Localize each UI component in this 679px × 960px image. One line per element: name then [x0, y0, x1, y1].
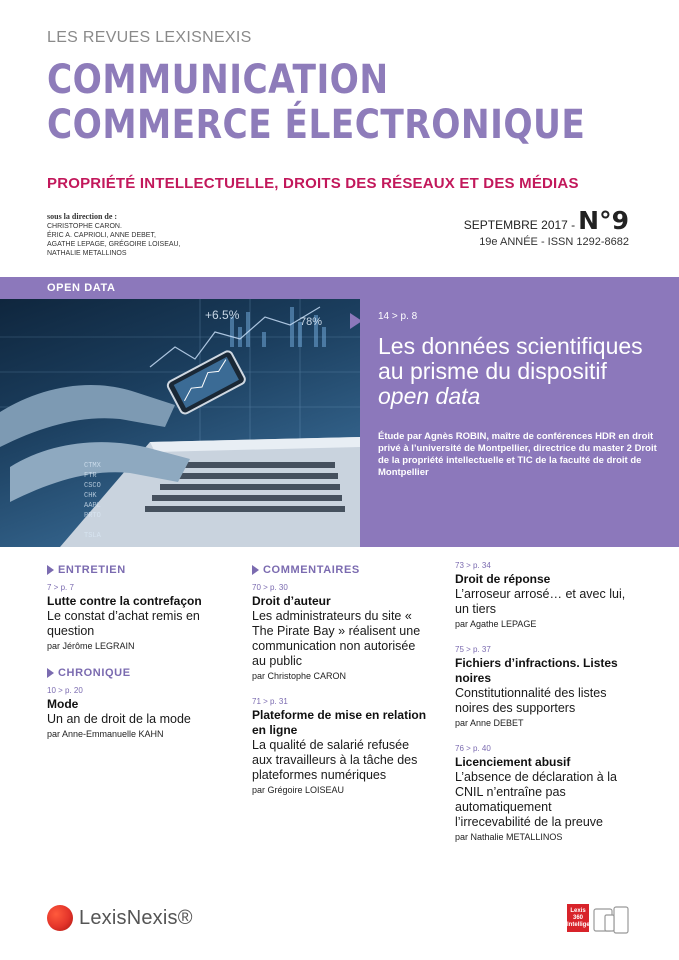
direction-name: NATHALIE METALLINOS [47, 250, 127, 257]
article-heading: Lutte contre la contrefaçon [47, 594, 202, 608]
column-left [47, 564, 237, 755]
article-author: par Grégoire LOISEAU [252, 785, 345, 795]
article-description: Le constat d’achat remis en question [47, 609, 200, 638]
section-label: ENTRETIEN [58, 564, 126, 576]
article-ref: 73 > p. 34 [455, 561, 491, 570]
lexis360-badge: Lexis 360 Intelligence [567, 904, 589, 932]
article-item[interactable] [47, 583, 237, 651]
feature-ref: 14 > p. 8 [378, 311, 418, 322]
article-item[interactable] [455, 744, 630, 842]
article-description: Un an de droit de la mode [47, 712, 191, 726]
series-name: LES REVUES LEXISNEXIS [47, 29, 252, 46]
article-ref: 70 > p. 30 [252, 583, 288, 592]
triangle-icon [252, 565, 259, 575]
article-description: L’absence de déclaration à la CNIL n’entraîne pas automatiquement l’irrecevabilité de la preuve [455, 770, 617, 829]
section-entretien [47, 564, 237, 576]
article-author: par Nathalie METALLINOS [455, 832, 563, 842]
logo-text: LexisNexis® [79, 906, 193, 929]
direction-label: sous la direction de : [47, 212, 118, 221]
direction-name: ÉRIC A. CAPRIOLI, ANNE DEBET, [47, 232, 156, 239]
journal-title [47, 58, 585, 148]
article-description: Les administrateurs du site « The Pirate Bay » réalisent une communication non autorisée au public [252, 609, 421, 668]
direction-name: CHRISTOPHE CARON. [47, 223, 122, 230]
lexisnexis-globe-icon [47, 905, 73, 931]
photo-text: AAPL [84, 502, 101, 510]
section-label: CHRONIQUE [58, 667, 131, 679]
article-heading: Droit d’auteur [252, 594, 331, 608]
article-heading: Plateforme de mise en relation en ligne [252, 708, 427, 737]
article-ref: 7 > p. 7 [47, 583, 74, 592]
feature-headline-line: au prisme du dispositif [378, 358, 607, 384]
article-ref: 10 > p. 20 [47, 686, 83, 695]
devices-icon [593, 905, 631, 935]
article-ref: 75 > p. 37 [455, 645, 491, 654]
lexisnexis-logo [47, 905, 193, 931]
article-ref: 76 > p. 40 [455, 744, 491, 753]
editorial-direction [47, 212, 181, 258]
feature-section-label: OPEN DATA [47, 282, 116, 294]
photo-text: +6.5% [205, 308, 240, 322]
feature-headline [378, 334, 668, 409]
journal-title-line1: COMMUNICATION [47, 57, 389, 103]
article-description: L’arroseur arrosé… et avec lui, un tiers [455, 587, 626, 616]
journal-subtitle: PROPRIÉTÉ INTELLECTUELLE, DROITS DES RÉSEAUX ET DES MÉDIAS [47, 175, 579, 192]
article-heading: Licenciement abusif [455, 755, 571, 769]
article-heading: Droit de réponse [455, 572, 551, 586]
feature-headline-line: open data [378, 383, 481, 409]
article-description: Constitutionnalité des listes noires des supporters [455, 686, 607, 715]
article-ref: 71 > p. 31 [252, 697, 288, 706]
article-heading: Mode [47, 697, 79, 711]
triangle-icon [47, 668, 54, 678]
feature-author: Étude par Agnès ROBIN, maître de conférences HDR en droit privé à l’université de Montpellier, directrice du master 2 Droit de la propriété intellectuelle et TIC de la faculté de droit de Montpellier [378, 431, 657, 478]
feature-headline-line: Les données scientifiques [378, 333, 643, 359]
laptop-trading-illustration [0, 277, 360, 547]
article-item[interactable] [455, 645, 630, 728]
feature-photo [0, 277, 360, 547]
journal-title-line2: COMMERCE ÉLECTRONIQUE [47, 102, 586, 148]
issue-date: SEPTEMBRE 2017 - [463, 218, 576, 232]
photo-text: CHK [84, 492, 97, 500]
article-author: par Agathe LEPAGE [455, 619, 537, 629]
article-heading: Fichiers d’infractions. Listes noires [455, 656, 618, 685]
section-commentaires [252, 564, 432, 576]
article-description: La qualité de salarié refusée aux travailleurs à la tâche des plateformes numériques [252, 738, 418, 782]
article-author: par Anne DEBET [455, 718, 524, 728]
column-right [455, 561, 630, 858]
photo-text: 78% [300, 316, 323, 328]
feature-article[interactable] [378, 311, 668, 479]
article-author: par Jérôme LEGRAIN [47, 641, 135, 651]
section-chronique [47, 667, 237, 679]
photo-text: CTMX [84, 462, 101, 470]
article-item[interactable] [252, 583, 432, 681]
section-label: COMMENTAIRES [263, 564, 360, 576]
triangle-icon [47, 565, 54, 575]
article-item[interactable] [47, 686, 237, 739]
article-item[interactable] [455, 561, 630, 629]
photo-text: FTR [84, 472, 97, 480]
issue-year-issn: 19e ANNÉE - ISSN 1292-8682 [479, 236, 629, 248]
article-author: par Christophe CARON [252, 671, 347, 681]
issue-info [464, 206, 629, 248]
direction-name: AGATHE LEPAGE, GRÉGOIRE LOISEAU, [47, 241, 181, 248]
photo-text: TSLA [84, 532, 101, 540]
photo-text: PRTO [84, 512, 101, 520]
article-author: par Anne-Emmanuelle KAHN [47, 729, 164, 739]
issue-number: N°9 [578, 206, 629, 235]
article-item[interactable] [252, 697, 432, 795]
photo-text: CSCO [84, 482, 101, 490]
column-middle [252, 564, 432, 811]
